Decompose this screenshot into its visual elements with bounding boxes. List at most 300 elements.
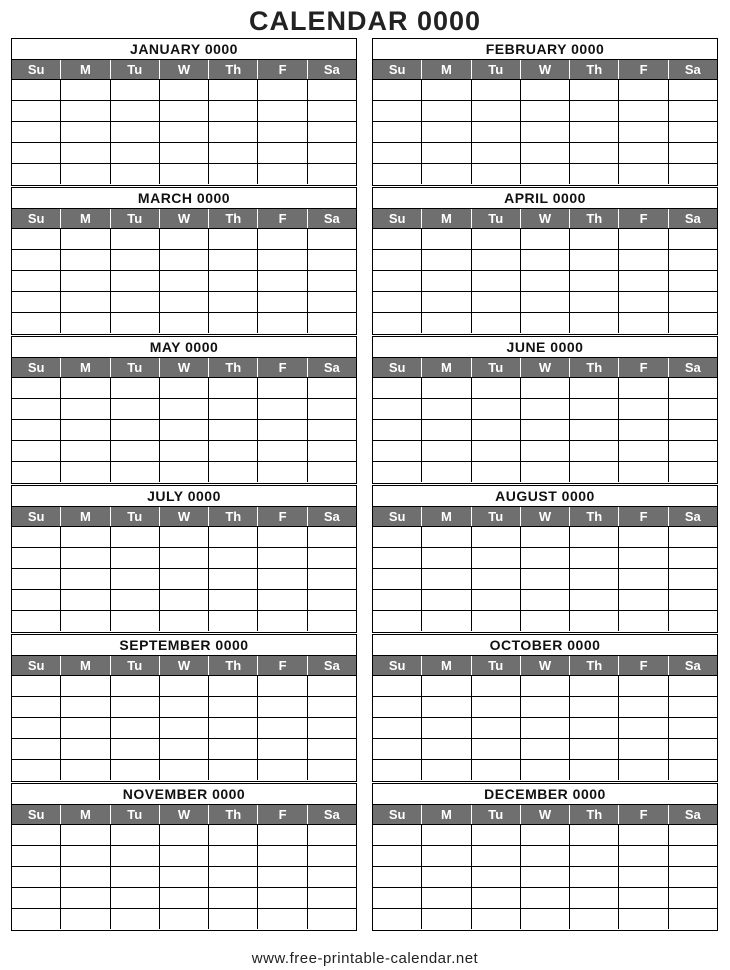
day-cell <box>669 292 717 312</box>
day-cell <box>12 760 61 780</box>
day-cell <box>472 739 521 759</box>
week-row <box>373 568 717 589</box>
day-cell <box>258 611 307 631</box>
day-cell <box>61 441 110 461</box>
day-cell <box>570 676 619 696</box>
day-cell <box>160 760 209 780</box>
day-cell <box>61 271 110 291</box>
weekday-label: Sa <box>684 62 701 77</box>
day-cell <box>422 420 471 440</box>
day-cell <box>258 825 307 845</box>
day-cell <box>373 250 422 270</box>
week-row <box>12 717 356 738</box>
week-row <box>373 717 717 738</box>
day-cell <box>61 909 110 929</box>
day-cell <box>422 548 471 568</box>
day-cell <box>619 846 668 866</box>
day-cell <box>111 739 160 759</box>
day-cell <box>12 527 61 547</box>
weekday-label: W <box>160 507 209 526</box>
day-cell <box>12 164 61 184</box>
weekday-label: M <box>422 805 471 824</box>
day-cell <box>472 846 521 866</box>
week-row <box>373 163 717 184</box>
week-row <box>373 696 717 717</box>
weekday-label: W <box>160 656 209 675</box>
day-cell <box>258 590 307 610</box>
day-cell <box>308 676 356 696</box>
day-cell <box>12 80 61 100</box>
day-cell <box>619 313 668 333</box>
month-block <box>11 634 357 782</box>
day-cell <box>422 80 471 100</box>
day-cell <box>209 80 258 100</box>
day-cell <box>619 760 668 780</box>
day-cell <box>373 399 422 419</box>
weekday-label: M <box>61 60 110 79</box>
day-cell <box>111 611 160 631</box>
day-cell <box>160 378 209 398</box>
day-cell <box>160 164 209 184</box>
day-cell <box>570 313 619 333</box>
day-cell <box>521 739 570 759</box>
week-row <box>12 908 356 929</box>
day-cell <box>308 590 356 610</box>
day-cell <box>521 122 570 142</box>
day-cell <box>669 590 717 610</box>
day-cell <box>258 229 307 249</box>
day-cell <box>209 229 258 249</box>
day-cell <box>570 825 619 845</box>
day-cell <box>619 229 668 249</box>
weekday-label: M <box>61 507 110 526</box>
day-cell <box>373 867 422 887</box>
day-cell <box>669 697 717 717</box>
month-block <box>372 187 718 335</box>
day-cell <box>669 164 717 184</box>
weekday-label: Th <box>209 358 258 377</box>
day-cell <box>472 590 521 610</box>
day-cell <box>521 462 570 482</box>
day-cell <box>160 143 209 163</box>
day-cell <box>61 378 110 398</box>
day-cell <box>258 739 307 759</box>
week-row <box>12 377 356 398</box>
weekday-label: M <box>61 656 110 675</box>
weekday-label: Tu <box>111 507 160 526</box>
week-row <box>373 100 717 121</box>
day-cell <box>160 122 209 142</box>
week-row <box>12 121 356 142</box>
day-cell <box>472 888 521 908</box>
day-cell <box>308 420 356 440</box>
day-cell <box>258 101 307 121</box>
day-cell <box>373 527 422 547</box>
day-cell <box>12 590 61 610</box>
day-cell <box>570 888 619 908</box>
day-cell <box>373 122 422 142</box>
day-cell <box>669 378 717 398</box>
week-row <box>12 738 356 759</box>
day-cell <box>209 399 258 419</box>
day-cell <box>111 122 160 142</box>
week-row <box>12 866 356 887</box>
day-cell <box>472 548 521 568</box>
week-row <box>12 142 356 163</box>
day-cell <box>521 292 570 312</box>
weekday-label: Sa <box>323 658 340 673</box>
weekday-label: W <box>521 656 570 675</box>
day-cell <box>61 569 110 589</box>
month-block <box>11 187 357 335</box>
weekday-label: Th <box>209 507 258 526</box>
day-cell <box>521 80 570 100</box>
weekday-label: Tu <box>111 358 160 377</box>
day-cell <box>422 825 471 845</box>
day-cell <box>472 611 521 631</box>
weekday-label: Sa <box>684 360 701 375</box>
day-cell <box>570 420 619 440</box>
day-cell <box>619 378 668 398</box>
day-cell <box>619 462 668 482</box>
month-block <box>372 634 718 782</box>
day-cell <box>308 718 356 738</box>
day-cell <box>669 909 717 929</box>
week-row <box>373 270 717 291</box>
weekday-label: W <box>160 358 209 377</box>
day-cell <box>422 888 471 908</box>
weekday-label: Tu <box>111 805 160 824</box>
weekday-label: F <box>258 60 307 79</box>
day-cell <box>422 527 471 547</box>
day-cell <box>258 420 307 440</box>
day-cell <box>12 569 61 589</box>
weekday-label: Su <box>373 507 422 526</box>
day-cell <box>669 101 717 121</box>
day-cell <box>111 250 160 270</box>
weekday-header-row <box>373 60 717 79</box>
month-title: SEPTEMBER 0000 <box>12 635 356 656</box>
day-cell <box>619 101 668 121</box>
day-cell <box>12 229 61 249</box>
day-cell <box>209 846 258 866</box>
day-cell <box>570 527 619 547</box>
day-cell <box>61 80 110 100</box>
day-cell <box>308 867 356 887</box>
day-cell <box>160 611 209 631</box>
calendar-title: CALENDAR 0000 <box>248 6 482 36</box>
day-cell <box>472 292 521 312</box>
day-cell <box>308 164 356 184</box>
week-row <box>373 249 717 270</box>
day-cell <box>209 292 258 312</box>
day-cell <box>373 441 422 461</box>
weekday-label: W <box>160 805 209 824</box>
day-cell <box>373 611 422 631</box>
weekday-label: W <box>521 209 570 228</box>
day-cell <box>570 462 619 482</box>
day-cell <box>422 676 471 696</box>
day-cell <box>308 250 356 270</box>
day-cell <box>209 441 258 461</box>
day-cell <box>308 548 356 568</box>
day-cell <box>61 718 110 738</box>
day-cell <box>111 143 160 163</box>
day-cell <box>373 676 422 696</box>
day-cell <box>61 292 110 312</box>
day-cell <box>12 122 61 142</box>
day-cell <box>422 441 471 461</box>
day-cell <box>209 378 258 398</box>
day-cell <box>422 569 471 589</box>
week-row <box>373 142 717 163</box>
weekday-header-row <box>373 358 717 377</box>
day-cell <box>111 569 160 589</box>
day-cell <box>12 143 61 163</box>
day-cell <box>160 697 209 717</box>
weekday-label: F <box>258 507 307 526</box>
day-cell <box>472 271 521 291</box>
day-cell <box>570 590 619 610</box>
day-cell <box>209 164 258 184</box>
day-cell <box>160 569 209 589</box>
weekday-label: Th <box>209 209 258 228</box>
day-cell <box>258 760 307 780</box>
day-cell <box>12 420 61 440</box>
week-row <box>12 398 356 419</box>
week-row <box>373 440 717 461</box>
day-cell <box>160 909 209 929</box>
day-cell <box>669 825 717 845</box>
weekday-label: Su <box>12 209 61 228</box>
day-cell <box>422 697 471 717</box>
day-cell <box>422 718 471 738</box>
day-cell <box>472 378 521 398</box>
weekday-label: Sa <box>323 62 340 77</box>
weekday-label: F <box>619 60 668 79</box>
day-cell <box>373 164 422 184</box>
day-cell <box>521 548 570 568</box>
day-cell <box>669 718 717 738</box>
day-cell <box>111 867 160 887</box>
day-cell <box>209 569 258 589</box>
day-cell <box>61 697 110 717</box>
month-block <box>11 485 357 633</box>
week-row <box>12 100 356 121</box>
weekday-label: Tu <box>472 60 521 79</box>
day-cell <box>619 250 668 270</box>
day-cell <box>209 718 258 738</box>
weekday-label: W <box>160 60 209 79</box>
month-title: MARCH 0000 <box>12 188 356 209</box>
day-cell <box>669 548 717 568</box>
weekday-label: M <box>422 656 471 675</box>
day-cell <box>258 548 307 568</box>
day-cell <box>373 739 422 759</box>
weekday-label: F <box>619 805 668 824</box>
day-cell <box>669 888 717 908</box>
day-cell <box>472 313 521 333</box>
day-cell <box>209 143 258 163</box>
week-row <box>12 547 356 568</box>
day-cell <box>209 867 258 887</box>
day-cell <box>111 718 160 738</box>
weekday-label: Su <box>12 507 61 526</box>
day-cell <box>209 271 258 291</box>
day-cell <box>570 909 619 929</box>
day-cell <box>61 313 110 333</box>
day-cell <box>619 590 668 610</box>
day-cell <box>570 229 619 249</box>
day-cell <box>308 697 356 717</box>
day-cell <box>308 888 356 908</box>
weekday-label: W <box>521 507 570 526</box>
day-cell <box>61 527 110 547</box>
day-cell <box>619 80 668 100</box>
day-cell <box>308 462 356 482</box>
day-cell <box>209 122 258 142</box>
day-cell <box>209 548 258 568</box>
weekday-label: W <box>521 358 570 377</box>
day-cell <box>373 718 422 738</box>
day-cell <box>422 462 471 482</box>
weekday-label: Sa <box>323 211 340 226</box>
day-cell <box>422 739 471 759</box>
weekday-label: W <box>160 209 209 228</box>
day-cell <box>160 739 209 759</box>
day-cell <box>12 313 61 333</box>
month-block <box>372 783 718 931</box>
month-title: JANUARY 0000 <box>12 39 356 60</box>
day-cell <box>570 101 619 121</box>
day-cell <box>422 229 471 249</box>
day-cell <box>472 80 521 100</box>
month-title: JULY 0000 <box>12 486 356 507</box>
day-cell <box>472 569 521 589</box>
day-cell <box>61 101 110 121</box>
weekday-header-row <box>12 656 356 675</box>
day-cell <box>209 611 258 631</box>
day-cell <box>12 250 61 270</box>
day-cell <box>521 611 570 631</box>
day-cell <box>258 697 307 717</box>
weekday-label: Su <box>373 805 422 824</box>
weekday-label: F <box>258 358 307 377</box>
day-cell <box>373 80 422 100</box>
week-row <box>373 845 717 866</box>
day-cell <box>570 867 619 887</box>
day-cell <box>669 313 717 333</box>
day-cell <box>160 888 209 908</box>
day-cell <box>521 697 570 717</box>
week-row <box>373 419 717 440</box>
day-cell <box>422 122 471 142</box>
day-cell <box>111 229 160 249</box>
day-cell <box>111 825 160 845</box>
week-row <box>373 824 717 845</box>
day-cell <box>521 718 570 738</box>
day-cell <box>422 909 471 929</box>
weekday-header-row <box>373 656 717 675</box>
day-cell <box>669 80 717 100</box>
day-cell <box>308 292 356 312</box>
day-cell <box>209 590 258 610</box>
day-cell <box>521 569 570 589</box>
day-cell <box>160 527 209 547</box>
day-cell <box>61 739 110 759</box>
day-cell <box>619 825 668 845</box>
day-cell <box>258 569 307 589</box>
day-cell <box>472 441 521 461</box>
day-cell <box>12 718 61 738</box>
day-cell <box>111 462 160 482</box>
day-cell <box>111 399 160 419</box>
day-cell <box>619 718 668 738</box>
day-cell <box>160 399 209 419</box>
day-cell <box>472 122 521 142</box>
day-cell <box>422 143 471 163</box>
month-block <box>372 485 718 633</box>
day-cell <box>669 676 717 696</box>
day-cell <box>12 739 61 759</box>
weekday-label: Tu <box>111 209 160 228</box>
month-title: AUGUST 0000 <box>373 486 717 507</box>
weekday-label: F <box>258 656 307 675</box>
week-row <box>373 610 717 631</box>
weekday-label: F <box>619 209 668 228</box>
day-cell <box>521 313 570 333</box>
day-cell <box>472 462 521 482</box>
week-row <box>373 738 717 759</box>
month-block <box>372 336 718 484</box>
day-cell <box>619 676 668 696</box>
day-cell <box>521 420 570 440</box>
day-cell <box>422 611 471 631</box>
footer-url[interactable]: www.free-printable-calendar.net <box>251 950 479 967</box>
day-cell <box>111 760 160 780</box>
day-cell <box>61 888 110 908</box>
day-cell <box>12 846 61 866</box>
day-cell <box>61 250 110 270</box>
weekday-label: M <box>61 358 110 377</box>
day-cell <box>61 867 110 887</box>
day-cell <box>308 271 356 291</box>
day-cell <box>373 909 422 929</box>
day-cell <box>619 611 668 631</box>
day-cell <box>570 760 619 780</box>
day-cell <box>669 250 717 270</box>
weekday-label: M <box>422 60 471 79</box>
day-cell <box>669 760 717 780</box>
day-cell <box>619 271 668 291</box>
day-cell <box>61 825 110 845</box>
day-cell <box>12 101 61 121</box>
week-row <box>373 908 717 929</box>
day-cell <box>619 420 668 440</box>
day-cell <box>373 760 422 780</box>
day-cell <box>12 697 61 717</box>
weekday-header-row <box>373 507 717 526</box>
weekday-label: F <box>619 507 668 526</box>
weekday-label: Th <box>209 60 258 79</box>
weekday-label: Th <box>570 656 619 675</box>
day-cell <box>111 292 160 312</box>
weekday-label: Su <box>12 358 61 377</box>
day-cell <box>570 122 619 142</box>
day-cell <box>521 378 570 398</box>
day-cell <box>619 739 668 759</box>
month-block <box>11 783 357 931</box>
